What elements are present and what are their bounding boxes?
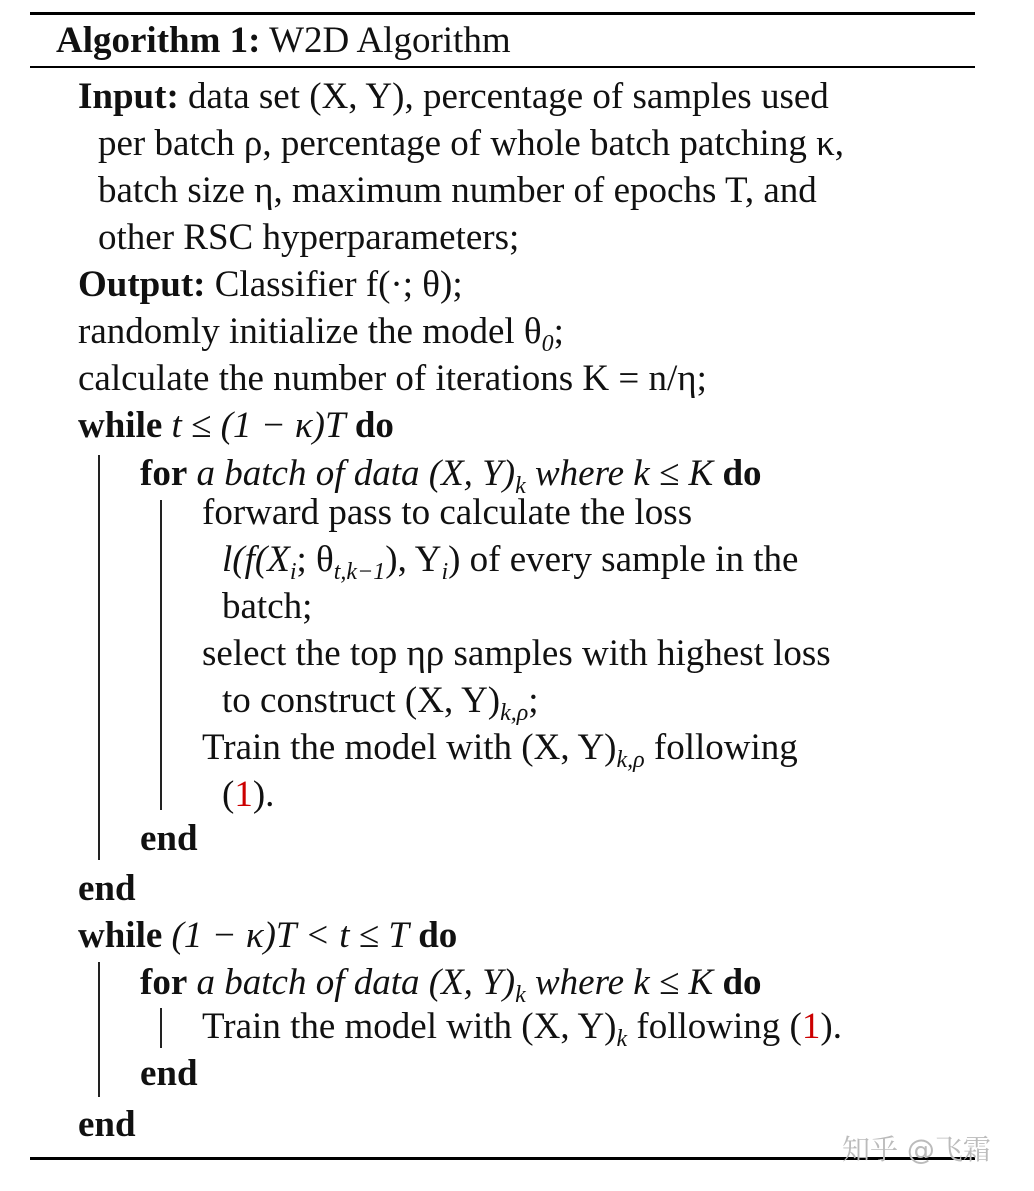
body-line-4: select the top ηρ samples with highest loss <box>202 633 831 674</box>
output-line: Output: Classifier f(·; θ); <box>78 264 463 305</box>
end-for-2: end <box>140 1053 198 1094</box>
bottom-rule <box>30 1157 975 1160</box>
end-for-1: end <box>140 818 198 859</box>
input-line-1: Input: data set (X, Y), percentage of samples used <box>78 76 829 117</box>
caption-rule <box>30 66 975 68</box>
end-while-2: end <box>78 1104 136 1145</box>
init-line: randomly initialize the model $\theta_0$; <box>78 311 564 357</box>
input-line-3: batch size η, maximum number of epochs T, and <box>98 170 817 211</box>
for-2-bar <box>160 1008 162 1048</box>
input-line-2: per batch ρ, percentage of whole batch patching κ, <box>98 123 844 164</box>
calc-line: calculate the number of iterations K = n/η; <box>78 358 707 399</box>
algorithm-caption: Algorithm 1: W2D Algorithm <box>56 20 511 61</box>
equation-ref-link[interactable]: 1 <box>234 774 253 815</box>
body-line-5: to construct (X, $Y)_{k,\rho}$; <box>222 680 539 726</box>
top-rule <box>30 12 975 15</box>
for-1: for a batch of data (X, $Y)_k$ where k ≤ K do <box>140 453 762 499</box>
while-2-bar <box>98 962 100 1097</box>
for-2: for a batch of data (X, $Y)_k$ where k ≤ K do <box>140 962 762 1008</box>
while-2: while (1 − κ)T < t ≤ T do <box>78 915 458 956</box>
body-line-2: $l(f(X_i$; $\theta_{t,k-1}$), $Y_i$) of every sample in the <box>222 539 799 585</box>
equation-ref-link-2[interactable]: 1 <box>801 1006 821 1047</box>
end-while-1: end <box>78 868 136 909</box>
watermark: 知乎 @飞霜 <box>842 1133 991 1166</box>
body-line-6: Train the model with (X, $Y)_{k,\rho}$ following <box>202 727 798 773</box>
body2-line: Train the model with (X, $Y)_k$ following (1). <box>202 1006 842 1052</box>
input-line-4: other RSC hyperparameters; <box>98 217 520 258</box>
for-1-bar <box>160 500 162 810</box>
while-1-bar <box>98 455 100 860</box>
body-line-3: batch; <box>222 586 313 627</box>
body-line-1: forward pass to calculate the loss <box>202 492 693 533</box>
body-line-7: (1). <box>222 774 275 815</box>
while-1: while t ≤ (1 − κ)T do <box>78 405 394 446</box>
